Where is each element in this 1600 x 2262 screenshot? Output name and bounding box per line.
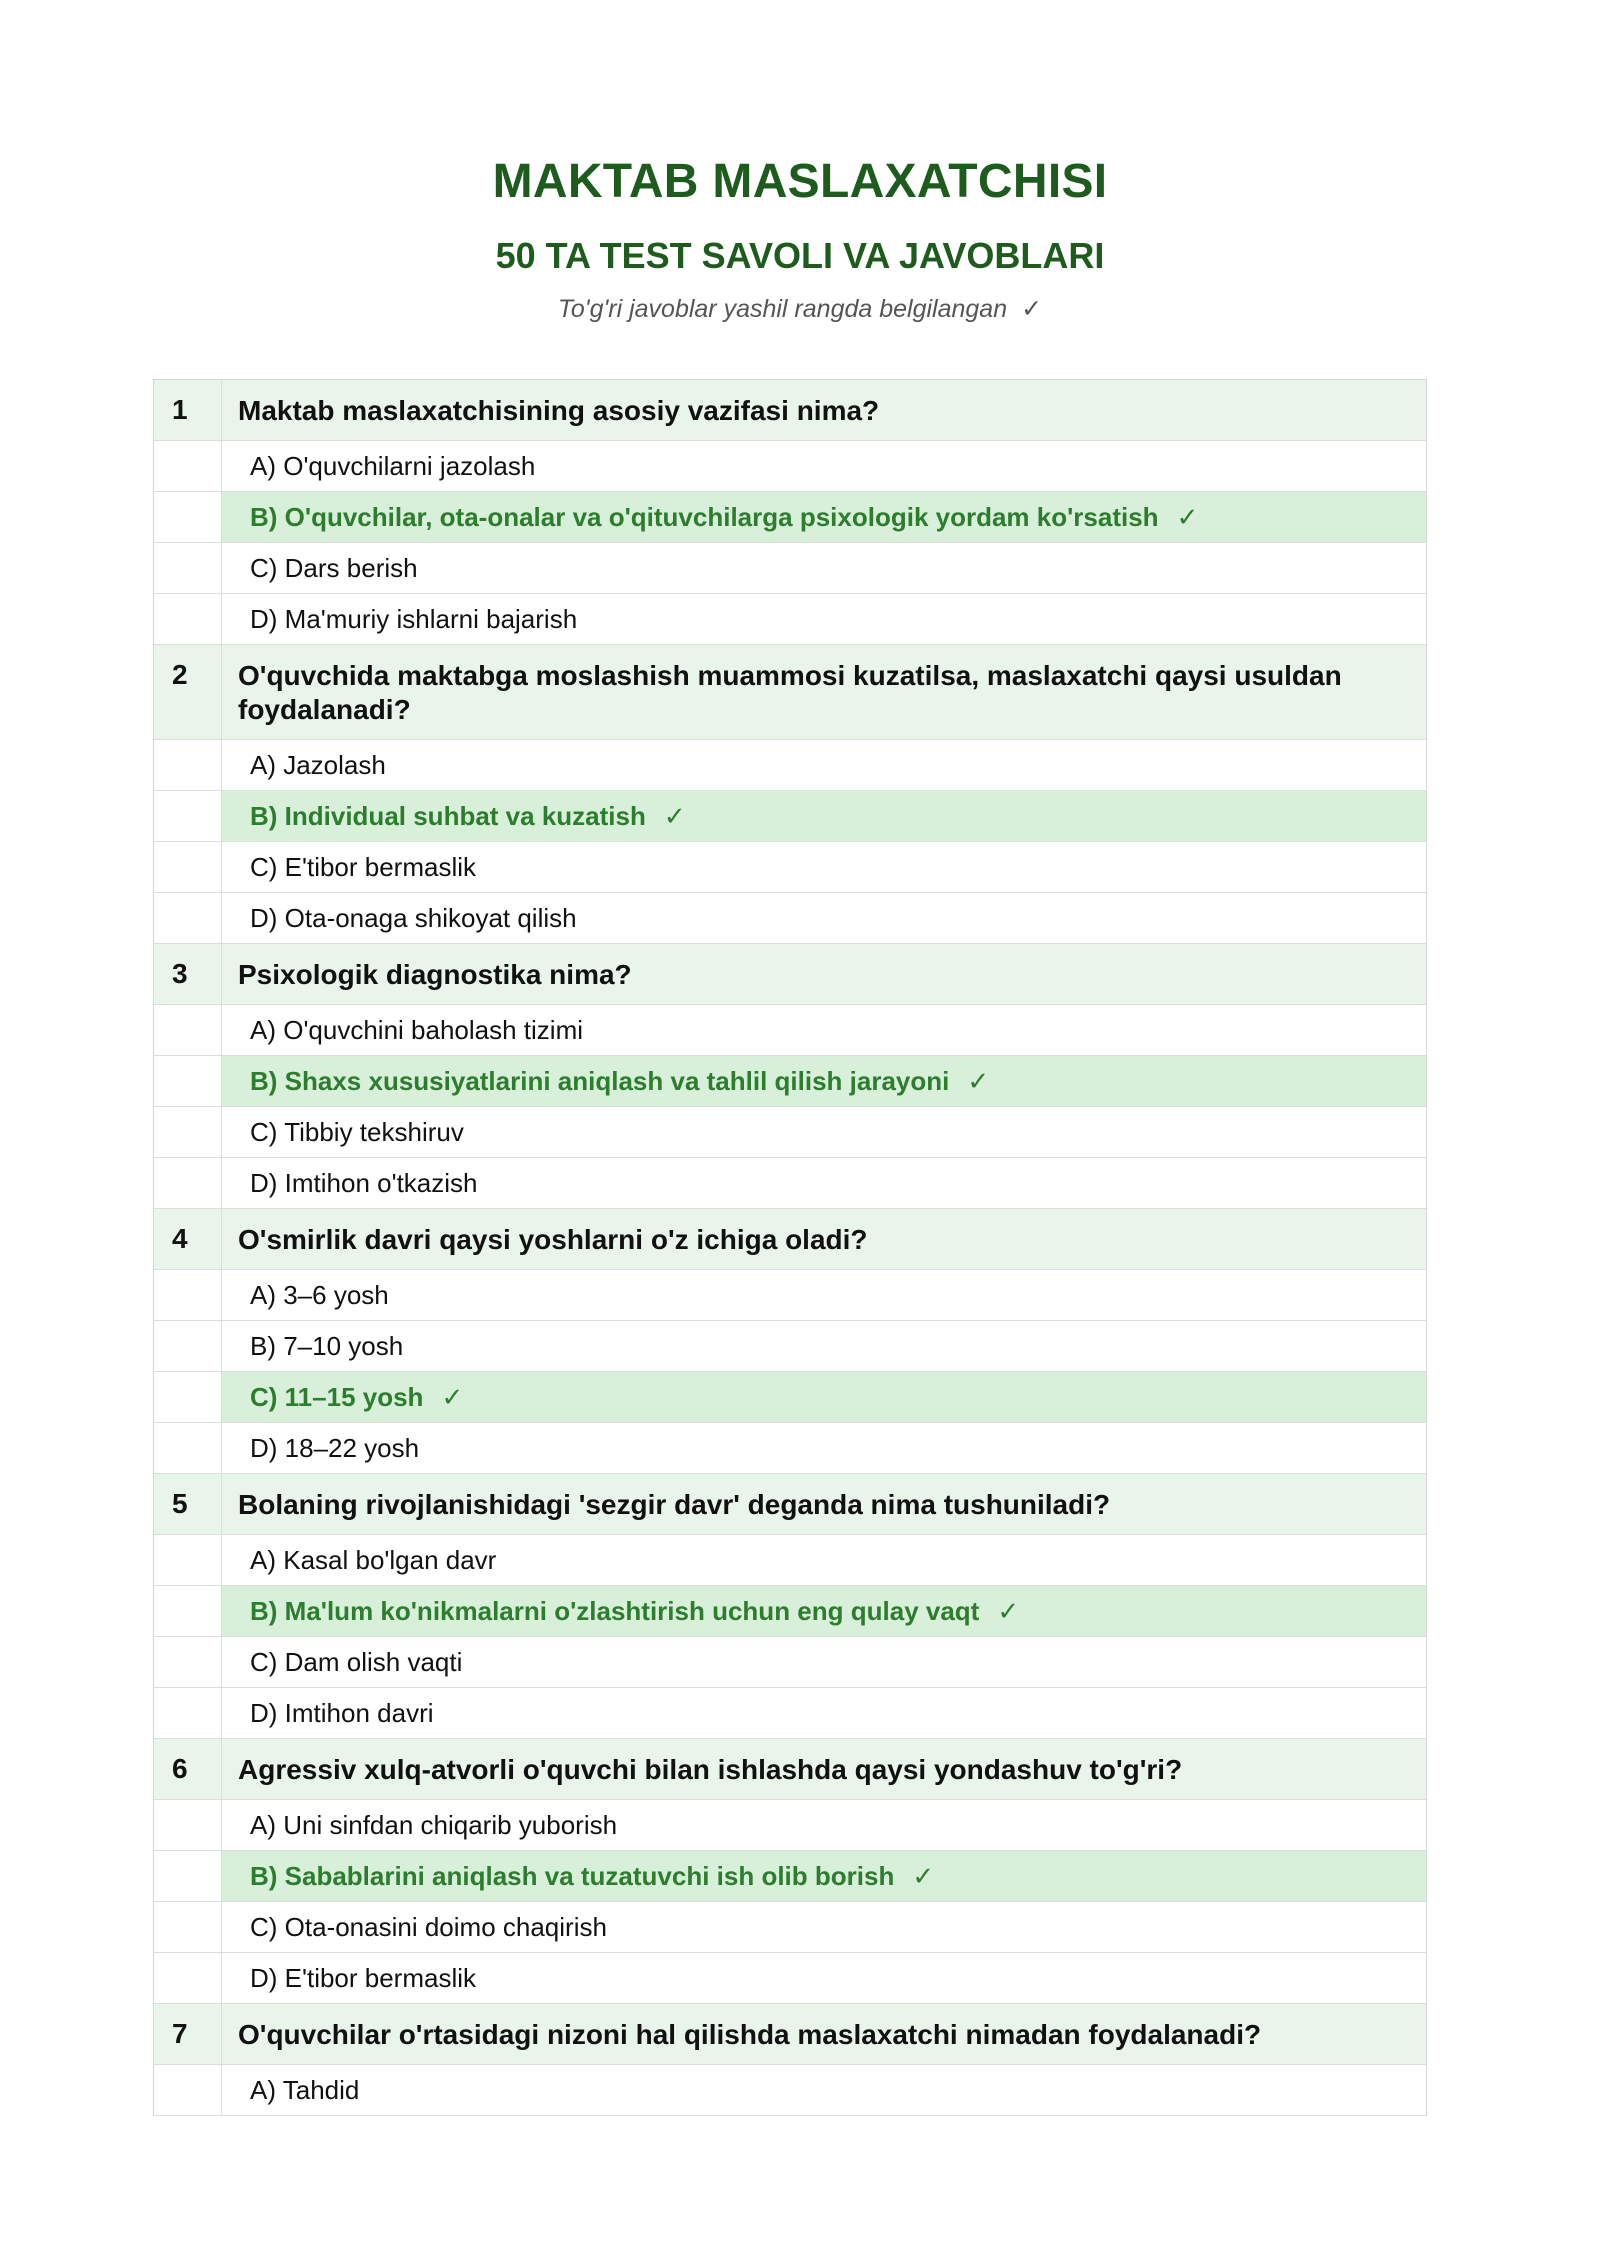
option-cell: [222, 441, 1426, 491]
number-cell-empty: [154, 441, 222, 491]
option-cell: [222, 1270, 1426, 1320]
legend-note-text: To'g'ri javoblar yashil rangda belgilangan: [557, 295, 1008, 323]
number-cell-empty: [154, 1586, 222, 1636]
option-row: [154, 842, 1426, 893]
question-text: Agressiv xulq-atvorli o'quvchi bilan ishlashda qaysi yondashuv to'g'ri?: [238, 1754, 1183, 1785]
number-cell-empty: [154, 791, 222, 841]
option-cell: [222, 1107, 1426, 1157]
correct-option-row: [154, 1586, 1426, 1637]
option-row: [154, 1158, 1426, 1209]
option-row: [154, 1902, 1426, 1953]
option-cell: [222, 1637, 1426, 1687]
option-row: [154, 1637, 1426, 1688]
document-subtitle: 50 TA TEST SAVOLI VA JAVOBLARI: [495, 235, 1105, 276]
option-cell: [222, 1158, 1426, 1208]
option-label: D) Ma'muriy ishlarni bajarish: [250, 604, 578, 634]
option-label: D) Ota-onaga shikoyat qilish: [250, 903, 577, 933]
question-number: 1: [154, 380, 222, 440]
option-cell: [222, 893, 1426, 943]
option-row: [154, 2065, 1426, 2116]
option-label: B) Ma'lum ko'nikmalarni o'zlashtirish uchun eng qulay vaqt: [250, 1596, 980, 1626]
option-label: B) Individual suhbat va kuzatish: [250, 801, 646, 831]
option-label: A) Tahdid: [250, 2075, 360, 2105]
option-label: D) 18–22 yosh: [250, 1433, 420, 1463]
option-cell: [222, 842, 1426, 892]
option-row: [154, 543, 1426, 594]
number-cell-empty: [154, 1270, 222, 1320]
number-cell-empty: [154, 740, 222, 790]
question-number: 6: [154, 1739, 222, 1799]
option-cell: [222, 1902, 1426, 1952]
question-number: 7: [154, 2004, 222, 2064]
option-cell: [222, 1372, 1426, 1422]
number-cell-empty: [154, 1372, 222, 1422]
question-text: O'smirlik davri qaysi yoshlarni o'z ichiga oladi?: [238, 1224, 868, 1255]
check-icon: ✓: [912, 1861, 935, 1891]
option-row: [154, 1107, 1426, 1158]
option-label: B) Sabablarini aniqlash va tuzatuvchi ish olib borish: [250, 1861, 895, 1891]
option-label: C) Tibbiy tekshiruv: [250, 1117, 464, 1147]
check-icon: ✓: [1176, 502, 1199, 532]
option-row: [154, 893, 1426, 944]
number-cell-empty: [154, 842, 222, 892]
option-cell: [222, 543, 1426, 593]
number-cell-empty: [154, 893, 222, 943]
question-text: O'quvchida maktabga moslashish muammosi kuzatilsa, maslaxatchi qaysi usuldan foydalanadi?: [238, 660, 1342, 725]
number-cell-empty: [154, 1107, 222, 1157]
check-icon: ✓: [1021, 295, 1043, 323]
option-row: [154, 740, 1426, 791]
option-cell: [222, 1423, 1426, 1473]
option-row: [154, 441, 1426, 492]
question-text: Psixologik diagnostika nima?: [238, 959, 632, 990]
correct-option-row: [154, 1851, 1426, 1902]
option-row: [154, 1688, 1426, 1739]
option-cell: [222, 1586, 1426, 1636]
question-number: 3: [154, 944, 222, 1004]
check-icon: ✓: [441, 1382, 464, 1412]
option-row: [154, 1270, 1426, 1321]
correct-option-row: [154, 492, 1426, 543]
option-label: C) Ota-onasini doimo chaqirish: [250, 1912, 607, 1942]
number-cell-empty: [154, 1535, 222, 1585]
option-cell: [222, 1851, 1426, 1901]
option-cell: [222, 1321, 1426, 1371]
option-cell: [222, 1535, 1426, 1585]
option-label: C) Dars berish: [250, 553, 418, 583]
option-cell: [222, 594, 1426, 644]
number-cell-empty: [154, 1637, 222, 1687]
question-number: 2: [154, 645, 222, 739]
option-label: D) Imtihon davri: [250, 1698, 434, 1728]
question-row: [154, 1209, 1426, 1270]
question-row: [154, 2004, 1426, 2065]
number-cell-empty: [154, 1158, 222, 1208]
number-cell-empty: [154, 1688, 222, 1738]
question-row: [154, 380, 1426, 441]
option-label: D) E'tibor bermaslik: [250, 1963, 477, 1993]
check-icon: ✓: [997, 1596, 1020, 1626]
option-row: [154, 1953, 1426, 2004]
number-cell-empty: [154, 1851, 222, 1901]
number-cell-empty: [154, 492, 222, 542]
correct-option-row: [154, 791, 1426, 842]
question-row: [154, 944, 1426, 1005]
option-label: C) 11–15 yosh: [250, 1382, 424, 1412]
question-text: O'quvchilar o'rtasidagi nizoni hal qilishda maslaxatchi nimadan foydalanadi?: [238, 2019, 1262, 2050]
question-number: 5: [154, 1474, 222, 1534]
option-label: A) Kasal bo'lgan davr: [250, 1545, 497, 1575]
number-cell-empty: [154, 1902, 222, 1952]
question-number: 4: [154, 1209, 222, 1269]
number-cell-empty: [154, 2065, 222, 2115]
option-label: D) Imtihon o'tkazish: [250, 1168, 478, 1198]
option-cell: [222, 1800, 1426, 1850]
option-cell: [222, 740, 1426, 790]
document-title: MAKTAB MASLAXATCHISI: [492, 155, 1108, 208]
question-row: [154, 1739, 1426, 1800]
option-cell: [222, 1005, 1426, 1055]
legend-note: [0, 292, 1600, 326]
option-row: [154, 1423, 1426, 1474]
option-label: C) E'tibor bermaslik: [250, 852, 477, 882]
number-cell-empty: [154, 1953, 222, 2003]
option-row: [154, 594, 1426, 645]
number-cell-empty: [154, 1056, 222, 1106]
question-text: Maktab maslaxatchisining asosiy vazifasi nima?: [238, 395, 880, 426]
questions-table: [153, 379, 1427, 2116]
option-cell: [222, 492, 1426, 542]
question-row: [154, 645, 1426, 740]
option-cell: [222, 1056, 1426, 1106]
option-label: A) 3–6 yosh: [250, 1280, 389, 1310]
number-cell-empty: [154, 594, 222, 644]
question-row: [154, 1474, 1426, 1535]
correct-option-row: [154, 1372, 1426, 1423]
option-row: [154, 1535, 1426, 1586]
number-cell-empty: [154, 1423, 222, 1473]
option-label: B) Shaxs xususiyatlarini aniqlash va tahlil qilish jarayoni: [250, 1066, 950, 1096]
option-label: A) O'quvchilarni jazolash: [250, 451, 536, 481]
check-icon: ✓: [967, 1066, 990, 1096]
check-icon: ✓: [663, 801, 686, 831]
option-cell: [222, 791, 1426, 841]
option-row: [154, 1800, 1426, 1851]
question-text: Bolaning rivojlanishidagi 'sezgir davr' deganda nima tushuniladi?: [238, 1489, 1111, 1520]
number-cell-empty: [154, 1321, 222, 1371]
number-cell-empty: [154, 543, 222, 593]
option-label: A) O'quvchini baholash tizimi: [250, 1015, 583, 1045]
option-label: B) O'quvchilar, ota-onalar va o'qituvchilarga psixologik yordam ko'rsatish: [250, 502, 1159, 532]
option-label: A) Uni sinfdan chiqarib yuborish: [250, 1810, 618, 1840]
option-label: C) Dam olish vaqti: [250, 1647, 463, 1677]
option-row: [154, 1005, 1426, 1056]
number-cell-empty: [154, 1800, 222, 1850]
option-cell: [222, 1953, 1426, 2003]
correct-option-row: [154, 1056, 1426, 1107]
option-label: A) Jazolash: [250, 750, 386, 780]
option-row: [154, 1321, 1426, 1372]
option-cell: [222, 1688, 1426, 1738]
option-cell: [222, 2065, 1426, 2115]
option-label: B) 7–10 yosh: [250, 1331, 404, 1361]
number-cell-empty: [154, 1005, 222, 1055]
